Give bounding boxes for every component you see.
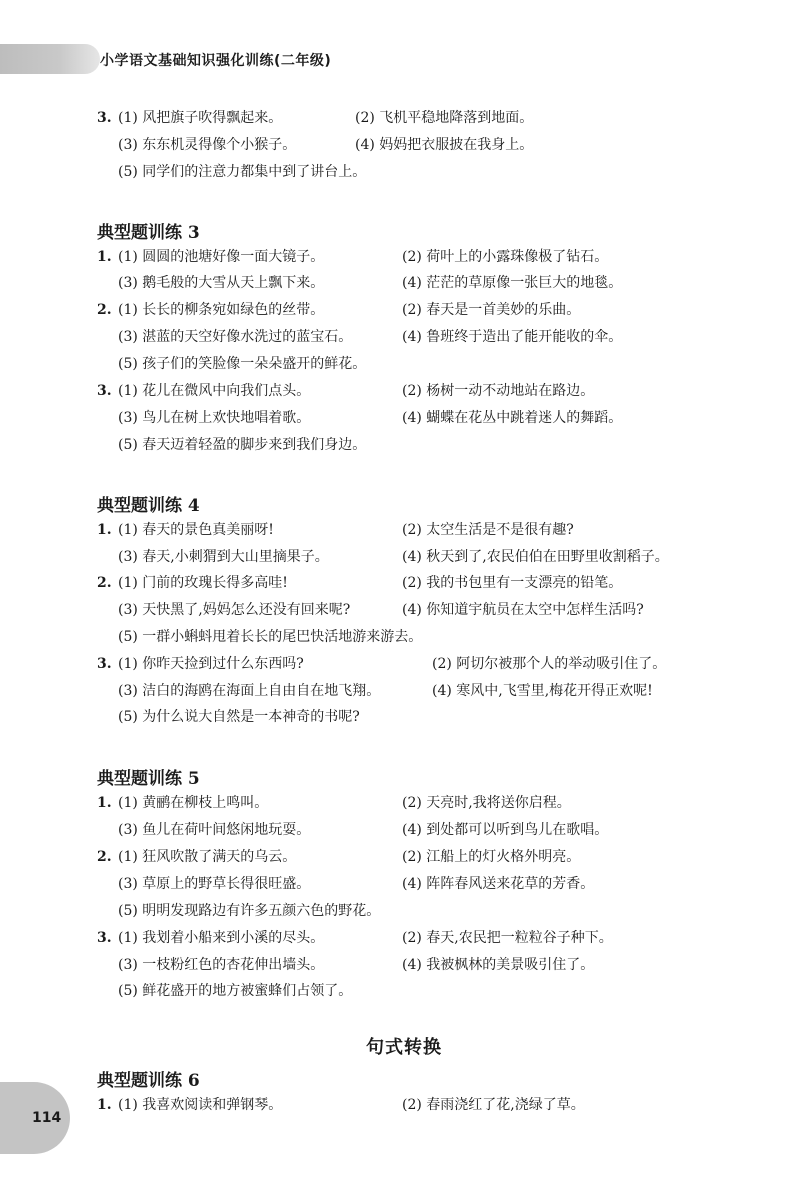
answer-line [0,378,800,404]
answer-line [0,597,800,623]
answer-item: (3) 湛蓝的天空好像水洗过的蓝宝石。 [118,329,353,345]
answer-item: (4) 鲁班终于造出了能开能收的伞。 [402,329,623,345]
question-number: 2. [97,575,112,591]
answer-item: (3) 鱼儿在荷叶间悠闲地玩耍。 [118,822,311,838]
question-number: 3. [97,110,112,126]
answer-item: (2) 江船上的灯火格外明亮。 [402,849,581,865]
answer-item: (1) 长长的柳条宛如绿色的丝带。 [118,302,325,318]
question-number: 1. [97,1097,112,1113]
answer-item: (2) 飞机平稳地降落到地面。 [355,110,534,126]
answer-item: (4) 妈妈把衣服披在我身上。 [355,137,534,153]
answer-line [0,844,800,870]
answer-item: (2) 我的书包里有一支漂亮的铅笔。 [402,575,623,591]
answer-item: (5) 春天迈着轻盈的脚步来到我们身边。 [118,437,367,453]
answer-line [0,570,800,596]
answer-item: (3) 洁白的海鸥在海面上自由自在地飞翔。 [118,683,381,699]
answer-item: (1) 春天的景色真美丽呀! [118,522,274,538]
answer-item: (3) 草原上的野草长得很旺盛。 [118,876,311,892]
section-heading: 典型题训练 4 [97,496,200,516]
answer-item: (4) 秋天到了,农民伯伯在田野里收割稻子。 [402,549,669,565]
answer-item: (1) 我划着小船来到小溪的尽头。 [118,930,325,946]
answer-line [0,978,800,1004]
answer-line [0,1092,800,1118]
answer-line [0,871,800,897]
answer-line [0,324,800,350]
answer-line [0,351,800,377]
answer-item: (1) 你昨天捡到过什么东西吗? [118,656,304,672]
answer-line [0,651,800,677]
answer-line [0,898,800,924]
answer-item: (5) 同学们的注意力都集中到了讲台上。 [118,164,367,180]
question-number: 3. [97,383,112,399]
answer-item: (3) 东东机灵得像个小猴子。 [118,137,297,153]
answer-line [0,925,800,951]
answer-item: (1) 门前的玫瑰长得多高哇! [118,575,288,591]
chapter-heading: 句式转换 [366,1037,442,1058]
book-title: 小学语文基础知识强化训练(二年级) [100,53,332,69]
answer-line [0,432,800,458]
question-number: 3. [97,930,112,946]
answer-item: (5) 为什么说大自然是一本神奇的书呢? [118,709,360,725]
answer-item: (2) 杨树一动不动地站在路边。 [402,383,595,399]
answer-item: (2) 太空生活是不是很有趣? [402,522,574,538]
answer-line [0,952,800,978]
answer-line [0,297,800,323]
answer-item: (4) 蝴蝶在花丛中跳着迷人的舞蹈。 [402,410,623,426]
answer-item: (2) 荷叶上的小露珠像极了钻石。 [402,249,609,265]
answer-item: (1) 风把旗子吹得飘起来。 [118,110,283,126]
answer-item: (5) 明明发现路边有许多五颜六色的野花。 [118,903,381,919]
answer-item: (4) 我被枫林的美景吸引住了。 [402,957,595,973]
section-heading: 典型题训练 3 [97,223,200,243]
answer-item: (1) 黄鹂在柳枝上鸣叫。 [118,795,269,811]
answer-line [0,790,800,816]
answer-line [0,817,800,843]
answer-item: (2) 春天是一首美妙的乐曲。 [402,302,581,318]
answer-item: (2) 天亮时,我将送你启程。 [402,795,571,811]
answer-line [0,517,800,543]
answer-item: (3) 春天,小刺猬到大山里摘果子。 [118,549,329,565]
answer-line [0,405,800,431]
answer-line [0,244,800,270]
answer-item: (5) 孩子们的笑脸像一朵朵盛开的鲜花。 [118,356,367,372]
answer-item: (4) 你知道宇航员在太空中怎样生活吗? [402,602,644,618]
question-number: 1. [97,795,112,811]
answer-item: (2) 春雨浇红了花,浇绿了草。 [402,1097,585,1113]
answer-item: (2) 阿切尔被那个人的举动吸引住了。 [432,656,667,672]
section-heading: 典型题训练 6 [97,1071,200,1091]
answer-line [0,678,800,704]
header-tab [0,44,100,74]
answer-line [0,132,800,158]
answer-line [0,704,800,730]
section-heading: 典型题训练 5 [97,769,200,789]
question-number: 1. [97,522,112,538]
question-number: 1. [97,249,112,265]
answer-item: (4) 阵阵春风送来花草的芳香。 [402,876,595,892]
answer-item: (3) 鹅毛般的大雪从天上飘下来。 [118,275,325,291]
answer-item: (1) 狂风吹散了满天的乌云。 [118,849,297,865]
answer-item: (1) 我喜欢阅读和弹钢琴。 [118,1097,283,1113]
question-number: 2. [97,849,112,865]
answer-item: (4) 到处都可以听到鸟儿在歌唱。 [402,822,609,838]
answer-item: (1) 花儿在微风中向我们点头。 [118,383,311,399]
answer-item: (3) 一枝粉红色的杏花伸出墙头。 [118,957,325,973]
page-number: 114 [32,1110,62,1126]
question-number: 3. [97,656,112,672]
answer-item: (4) 寒风中,飞雪里,梅花开得正欢呢! [432,683,653,699]
answer-line [0,159,800,185]
answer-item: (1) 圆圆的池塘好像一面大镜子。 [118,249,325,265]
answer-item: (5) 鲜花盛开的地方被蜜蜂们占领了。 [118,983,353,999]
answer-line [0,624,800,650]
answer-line [0,544,800,570]
question-number: 2. [97,302,112,318]
answer-item: (2) 春天,农民把一粒粒谷子种下。 [402,930,613,946]
answer-line [0,105,800,131]
answer-item: (5) 一群小蝌蚪甩着长长的尾巴快活地游来游去。 [118,629,423,645]
answer-line [0,270,800,296]
answer-item: (3) 鸟儿在树上欢快地唱着歌。 [118,410,311,426]
answer-item: (4) 茫茫的草原像一张巨大的地毯。 [402,275,623,291]
answer-item: (3) 天快黑了,妈妈怎么还没有回来呢? [118,602,351,618]
